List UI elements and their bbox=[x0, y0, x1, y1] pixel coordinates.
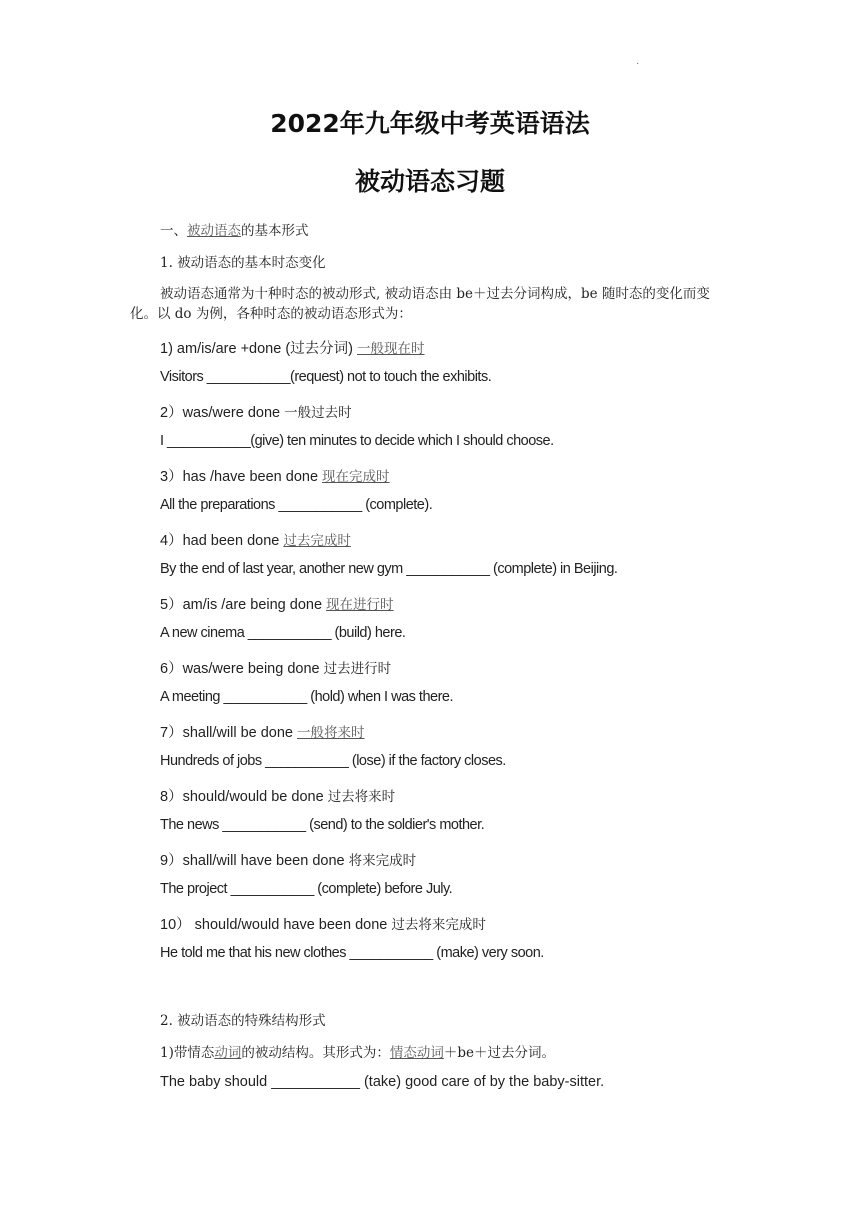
form-pattern: 1) am/is/are +done (过去分词) bbox=[160, 341, 358, 357]
page-title: 2022年九年级中考英语语法 bbox=[270, 109, 590, 138]
form-line bbox=[160, 593, 394, 614]
form-pattern: 4）had been done bbox=[160, 533, 284, 549]
form-line bbox=[160, 785, 395, 806]
form-pattern: 10） should/would have been done bbox=[160, 917, 392, 933]
form-line bbox=[160, 465, 390, 486]
form-line bbox=[160, 849, 416, 870]
form-pattern: 8）should/would be done bbox=[160, 789, 328, 805]
intro-paragraph: 被动语态通常为十种时态的被动形式, 被动语态由 be＋过去分词构成，be 随时态的变化而变化。以 do 为例，各种时态的被动语态形式为： bbox=[130, 286, 710, 322]
form-pattern: 7）shall/will be done bbox=[160, 725, 298, 741]
tense-label: 一般过去时 bbox=[284, 405, 352, 421]
form-pattern: 6）was/were being done bbox=[160, 661, 324, 677]
modal-example: The baby should ___________ (take) good care of by the baby-sitter. bbox=[160, 1074, 605, 1090]
modal-verb-link[interactable]: 情态动词 bbox=[389, 1045, 444, 1061]
example-sentence: The news ___________ (send) to the soldier's mother. bbox=[160, 817, 485, 833]
modal-structure-line: 1)带情态动词的被动结构。其形式为：情态动词＋be＋过去分词。 bbox=[160, 1045, 555, 1061]
tense-link[interactable]: 现在完成时 bbox=[322, 469, 390, 485]
example-sentence: Hundreds of jobs ___________ (lose) if the factory closes. bbox=[160, 753, 506, 769]
form-line bbox=[160, 913, 486, 934]
tense-label: 过去将来时 bbox=[327, 789, 396, 805]
example-sentence: All the preparations ___________ (complete). bbox=[160, 497, 433, 513]
page-subtitle: 被动语态习题 bbox=[354, 167, 505, 196]
section-heading-1: 一、被动语态的基本形式 bbox=[160, 223, 309, 239]
form-pattern: 2）was/were done bbox=[160, 405, 285, 421]
tense-link[interactable]: 过去完成时 bbox=[283, 533, 351, 549]
tense-label: 将来完成时 bbox=[348, 853, 417, 869]
subsection-heading-1: 1. 被动语态的基本时态变化 bbox=[160, 255, 326, 271]
form-pattern: 5）am/is /are being done bbox=[160, 597, 327, 613]
tense-label: 过去将来完成时 bbox=[391, 917, 486, 933]
form-line bbox=[160, 401, 352, 422]
subsection-heading-2: 2. 被动语态的特殊结构形式 bbox=[160, 1013, 326, 1029]
example-sentence: A meeting ___________ (hold) when I was there. bbox=[160, 689, 453, 705]
page-dot: · bbox=[636, 58, 640, 69]
tense-link[interactable]: 现在进行时 bbox=[326, 597, 394, 613]
form-line bbox=[160, 337, 425, 358]
form-line bbox=[160, 657, 391, 678]
tense-link[interactable]: 一般现在时 bbox=[357, 341, 425, 357]
verb-link[interactable]: 动词 bbox=[214, 1045, 242, 1061]
section-link[interactable]: 被动语态 bbox=[187, 223, 241, 239]
example-sentence: The project ___________ (complete) before July. bbox=[160, 881, 453, 897]
tense-label: 过去进行时 bbox=[323, 661, 392, 677]
example-sentence: He told me that his new clothes ___________ (make) very soon. bbox=[160, 945, 544, 961]
example-sentence: Visitors ___________(request) not to touch the exhibits. bbox=[160, 369, 492, 385]
example-sentence: By the end of last year, another new gym ___________ (complete) in Beijing. bbox=[160, 561, 618, 577]
form-pattern: 9）shall/will have been done bbox=[160, 853, 349, 869]
form-line bbox=[160, 721, 365, 742]
tense-link[interactable]: 一般将来时 bbox=[297, 725, 365, 741]
form-pattern: 3）has /have been done bbox=[160, 469, 323, 485]
example-sentence: A new cinema ___________ (build) here. bbox=[160, 625, 406, 641]
example-sentence: I ___________(give) ten minutes to decide which I should choose. bbox=[160, 433, 554, 449]
form-line bbox=[160, 529, 351, 550]
